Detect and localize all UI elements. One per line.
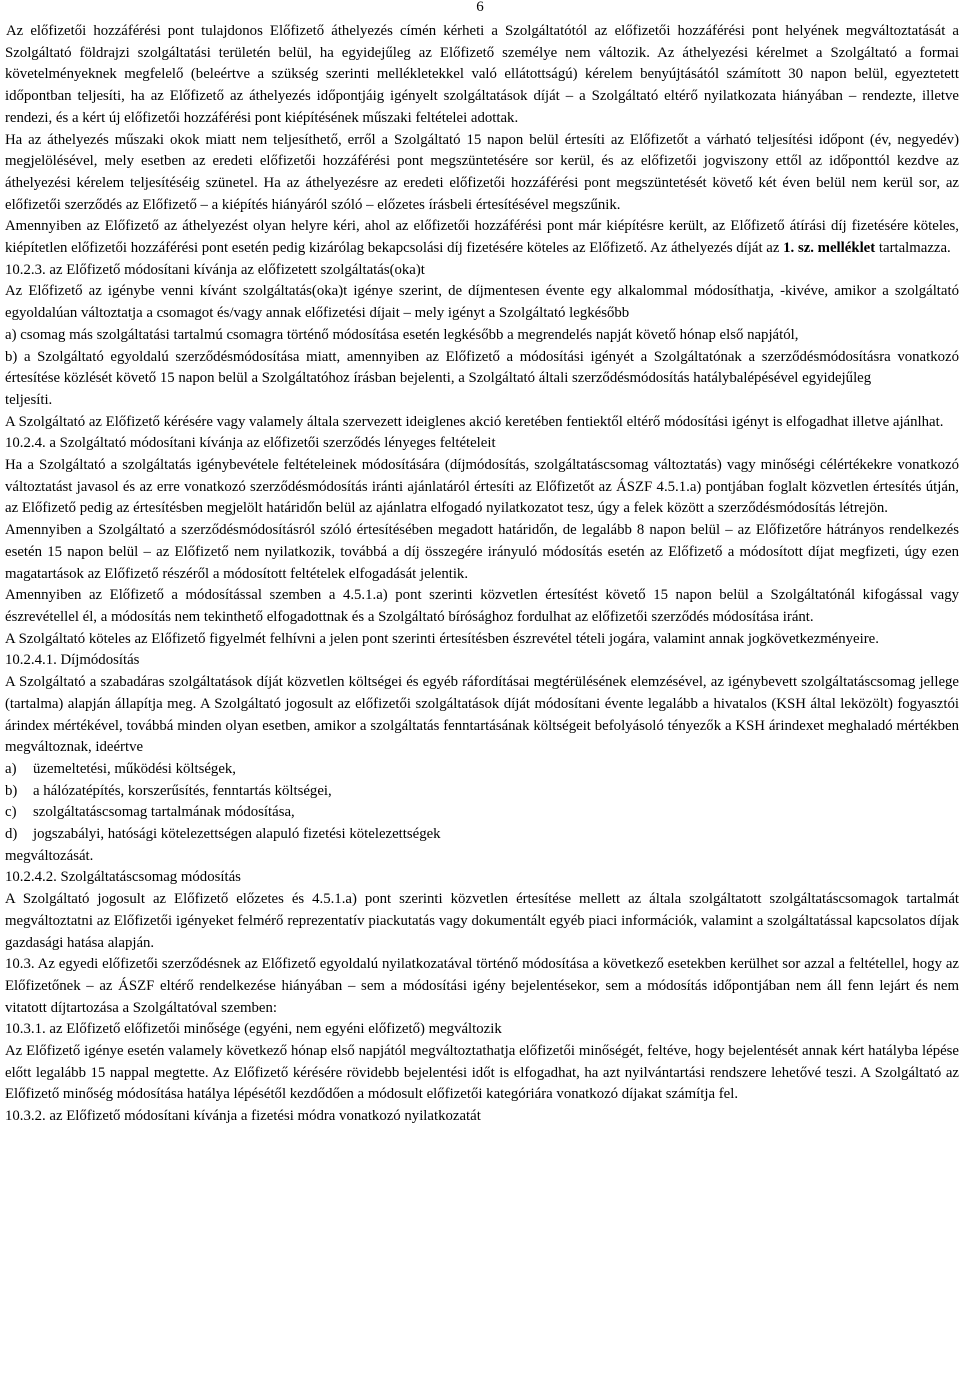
paragraph-service-modification-end: teljesíti. xyxy=(5,391,53,408)
section-heading-10-3-1: 10.3.1. az Előfizető előfizetői minősége (egyéni, nem egyéni előfizető) megváltozik xyxy=(5,1021,502,1038)
list-item-text: a hálózatépítés, korszerűsítés, fenntartás költségei, xyxy=(33,782,332,799)
list-item xyxy=(5,781,959,803)
paragraph-contract-modification-objection: Amennyiben az Előfizető a módosítással szemben a 4.5.1.a) pont szerinti közvetlen értesítést követő 15 napon belül a Szolgáltatónál kifogással vagy észrevétellel él, a módosítás nem tekinthető elfogadottnak és a Szolgáltató bírósághoz fordulhat az előfizetői szerződés módosítása iránt. xyxy=(5,587,959,625)
section-heading-10-2-4-2: 10.2.4.2. Szolgáltatáscsomag módosítás xyxy=(5,869,241,886)
paragraph-service-modification: Az Előfizető az igénybe venni kívánt szolgáltatás(oka)t igénye szerint, de díjmentesen évente egy alkalommal módosíthatja, -kivéve, amikor a szolgáltató egyoldalúan változtatja a csomagot és/vagy annak előfizetési díjait – mely igényt a Szolgáltató legkésőbb xyxy=(5,283,959,322)
list-item xyxy=(5,802,959,824)
paragraph-relocation-request: Az előfizetői hozzáférési pont tulajdonos Előfizető áthelyezés címén kérheti a Szolgáltatótól az előfizetői hozzáférési pont helyének megváltoztatását a Szolgáltató földrajzi szolgáltatási területén belül, ha egyidejűleg az Előfizető személye nem változik. Az áthelyezési kérelmet a Szolgáltató a formai követelményeknek megfelelő (beleértve a szükség szerinti mellékletekkel való ellátottságú) kérelem benyújtásától számított 30 napon belül, egyeztetett időpontban teljesíti, ha az Előfizető az áthelyezés időpontjáig igényelt szolgáltatások díját – a Szolgáltató eltérő nyilatkozata hiányában – rendezte, illetve rendezi, és a kért új előfizetői hozzáférési pont kiépítésének műszaki feltételei adottak. xyxy=(5,23,959,126)
paragraph-relocation-technical: Ha az áthelyezés műszaki okok miatt nem teljesíthető, erről a Szolgáltató 15 napon belül értesíti az Előfizetőt a várható teljesítési időpont (év, negyedév) megjelölésével, mely esetben az eredeti előfizetői hozzáférési pont megszüntetésére sor kerül, és az előfizetői jogviszony ettől az időponttól kezdve az áthelyezési kérelem teljesítéséig szünetel. Ha az áthelyezésre az eredeti előfizetői hozzáférési pont megszüntetését követő két éven belül nem kerül sor, az előfizetői szerződés az Előfizető – a kiépítés hiányáról szóló – előzetes írásbeli értesítésével megszűnik. xyxy=(5,131,959,213)
list-item xyxy=(5,759,959,781)
paragraph-fee-modification: A Szolgáltató a szabadáras szolgáltatások díját közvetlen költségei és egyéb ráfordításai megtérülésének elemzésével, az igénybevett szolgáltatáscsomag jellege (tartalma) alapján állapítja meg. A Szolgáltató jogosult az előfizetői szolgáltatások díját módosítani évente legalább a hivatalos (KSH által leközölt) fogyasztói árindex mértékével, továbbá minden olyan esetben, amikor a szolgáltatás fenntartásának költségeit befolyásoló tényezők a KSH árindexet meghaladó mértékben megváltoznak, ideértve xyxy=(5,674,959,756)
annex-reference: 1. sz. melléklet xyxy=(783,240,876,257)
paragraph-service-modification-b: b) a Szolgáltató egyoldalú szerződésmódosítása miatt, amennyiben az Előfizető a módosítási igényét a Szolgáltatónak a szerződésmódosításra vonatkozó értesítése közlését követő 15 napon belül a Szolgáltatóhoz írásban bejelenti, a Szolgáltató általi szerződésmódosítás hatálybalépésével egyidejűleg xyxy=(5,348,959,387)
paragraph-contract-modification-offer: Ha a Szolgáltató a szolgáltatás igénybevétele feltételeinek módosítására (díjmódosítás, szolgáltatáscsomag változtatás) vagy minőségi célértékekre vonatkozó változtatást javasol és az erre vonatkozó szerződésmódosítás iránti ajánlatáról értesíti az Előfizetőt az ÁSZF 4.5.1.a) pontjában foglalt közvetlen értesítés útján, az Előfizető pedig az értesítésben megjelölt határidőn belül az ajánlatra elfogadó nyilatkozatot tesz, úgy a felek között a szerződésmódosítás létrejön. xyxy=(5,457,959,517)
paragraph-service-modification-a: a) csomag más szolgáltatási tartalmú csomagra történő módosítása esetén legkésőbb a megrendelés napját követő hónap első napjától, xyxy=(5,326,799,343)
section-heading-10-2-4-1: 10.2.4.1. Díjmódosítás xyxy=(5,652,140,669)
list-item-text: szolgáltatáscsomag tartalmának módosítása, xyxy=(33,804,295,821)
page-number: 6 xyxy=(476,0,484,15)
list-item xyxy=(5,824,959,846)
annex-reference-tail: tartalmazza. xyxy=(875,240,951,257)
relocation-fees-text: Amennyiben az Előfizető az áthelyezést olyan helyre kéri, ahol az előfizetői hozzáférési pont már kiépítésre került, az Előfizető átírási díj fizetésére köteles, kiépítetlen előfizetői hozzáférési pont esetén pedig kizárólag bekapcsolási díj fizetésére köteles az Előfizető. Az áthelyezés díját az xyxy=(5,218,959,257)
list-item-text: üzemeltetési, működési költségek, xyxy=(33,760,236,777)
list-item-letter: d) xyxy=(5,826,18,843)
list-item-letter: b) xyxy=(5,782,18,799)
section-heading-10-3: 10.3. Az egyedi előfizetői szerződésnek az Előfizető egyoldalú nyilatkozatával történő módosítása a következő esetekben kerülhet sor azzal a feltétellel, hogy az Előfizetőnek – az ÁSZF eltérő rendelkezése hiányában – sem a módosítási igény bejelentésekor, sem a módosítás időpontjában nem áll fenn lejárt és nem vitatott díjtartozása a Szolgáltatóval szemben: xyxy=(5,956,959,1016)
section-heading-10-2-3: 10.2.3. az Előfizető módosítani kívánja az előfizetett szolgáltatás(oka)t xyxy=(5,261,425,278)
paragraph-promotional-modification: A Szolgáltató az Előfizető kérésére vagy valamely általa szervezett ideiglenes akció keretében fentiektől eltérő módosítási igényt is elfogadhat illetve ajánlhat. xyxy=(5,413,944,430)
section-heading-10-2-4: 10.2.4. a Szolgáltató módosítani kívánja az előfizetői szerződés lényeges feltételeit xyxy=(5,435,496,452)
list-item-letter: a) xyxy=(5,760,17,777)
list-item-text: jogszabályi, hatósági kötelezettségen alapuló fizetési kötelezettségek xyxy=(33,826,441,843)
list-item-letter: c) xyxy=(5,804,17,821)
paragraph-package-modification: A Szolgáltató jogosult az Előfizető előzetes és 4.5.1.a) pont szerinti közvetlen értesítése mellett az általa szolgáltatott szolgáltatáscsomagok tartalmát megváltoztatni az Előfizetői igényeket felmérő reprezentatív piackutatás vagy dokumentált egyéb piaci információk, valamint a szolgáltatással kapcsolatos díjak gazdasági hatása alapján. xyxy=(5,891,959,951)
paragraph-contract-modification-notice: A Szolgáltató köteles az Előfizető figyelmét felhívni a jelen pont szerinti értesítésben észrevétel tételi jogára, valamint annak jogkövetkezményeire. xyxy=(5,630,879,647)
paragraph-relocation-fees xyxy=(5,216,959,259)
section-heading-10-3-2: 10.3.2. az Előfizető módosítani kívánja a fizetési módra vonatkozó nyilatkozatát xyxy=(5,1108,481,1125)
paragraph-cost-items-end: megváltozását. xyxy=(5,847,94,864)
paragraph-subscriber-status-change: Az Előfizető igénye esetén valamely következő hónap első napjától megváltoztathatja előfizetői minőségét, feltéve, hogy bejelentését annak kért hatályba lépése előtt legalább 15 nappal megtette. Az Előfizető kérésére rövidebb bejelentési időt is elfogadhat, ha azt nyilvántartási rendszere lehetővé teszi. A Szolgáltató az Előfizető minőség módosítása hatálya lépésétől kezdődően a módosult előfizetői kategóriára vonatkozó díjakat számítja fel. xyxy=(5,1043,959,1103)
paragraph-contract-modification-deadline: Amennyiben a Szolgáltató a szerződésmódosításról szóló értesítésében megadott határidőn, de legalább 8 napon belül – az Előfizetőre hátrányos rendelkezés esetén 15 napon belül – az Előfizető nem nyilatkozik, továbbá a díj összegére irányuló módosítás esetén az Előfizető a módosított díjat megfizeti, úgy ezen magatartások az Előfizető részéről a módosított feltételek elfogadását jelentik. xyxy=(5,522,959,582)
